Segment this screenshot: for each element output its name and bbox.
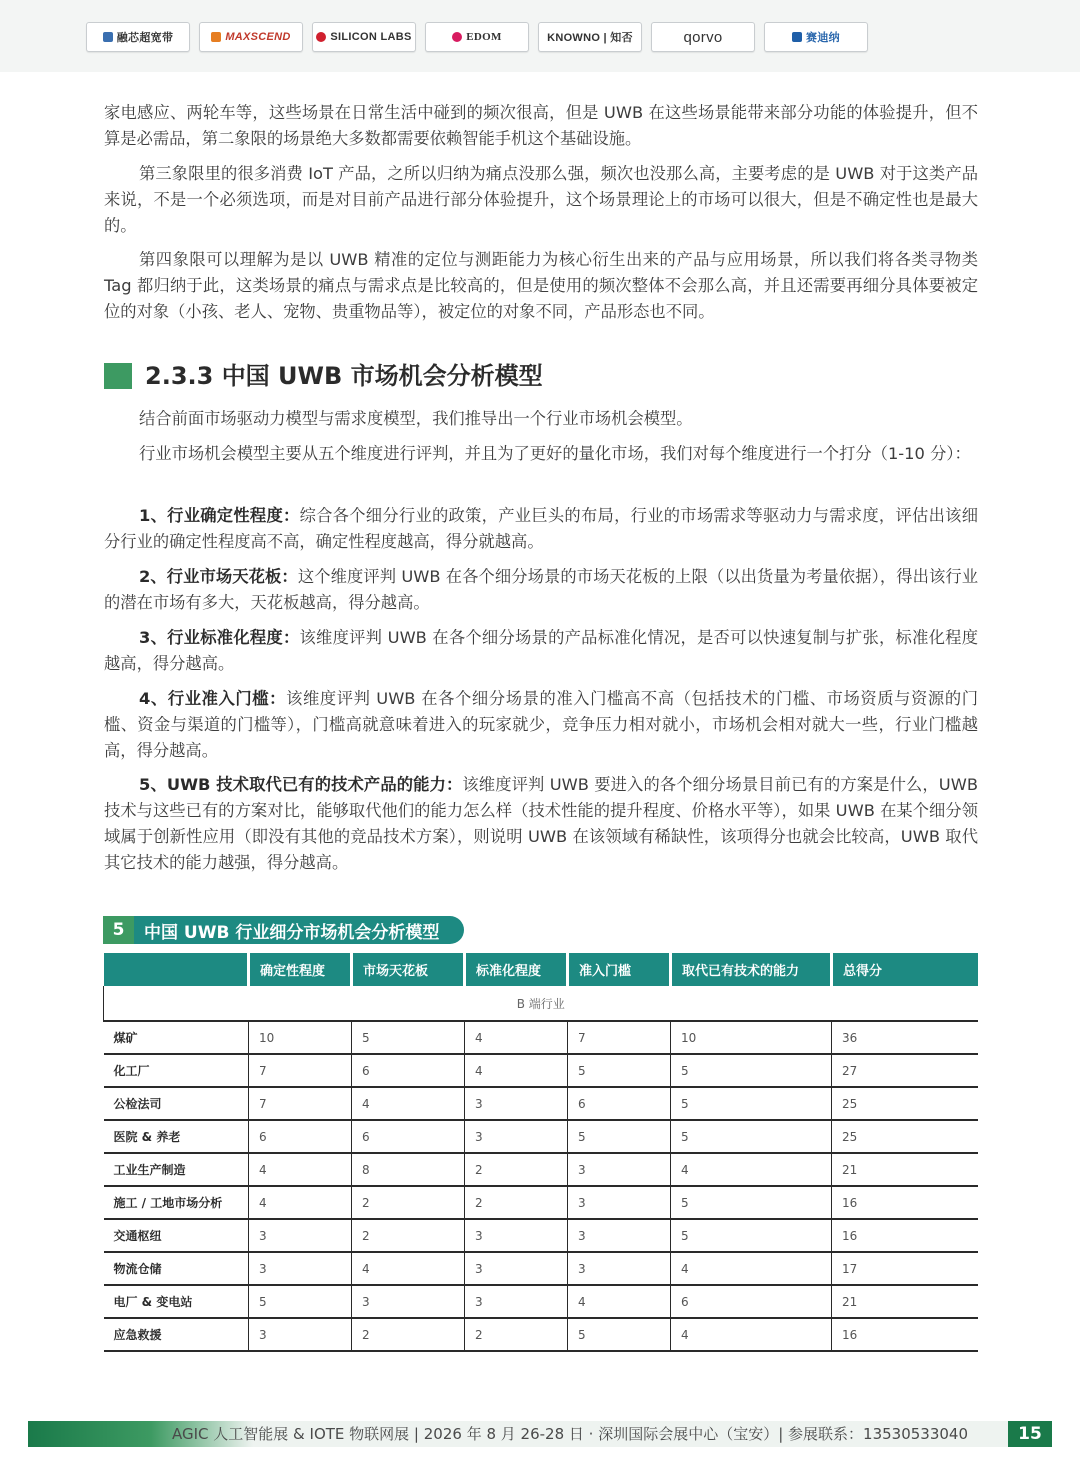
paragraph: 家电感应、两轮车等，这些场景在日常生活中碰到的频次很高，但是 UWB 在这些场景能带来部分功能的体验提升，但不算是必需品，第二象限的场景绝大多数都需要依赖智能手机这个基础设施。 xyxy=(104,103,978,148)
section-marker xyxy=(104,363,132,389)
dimension-label: 5、UWB 技术取代已有的技术产品的能力： xyxy=(139,775,463,794)
logo-mark-icon xyxy=(211,32,221,42)
sponsor-logo: SILICON LABS xyxy=(312,22,416,52)
dimension-label: 4、行业准入门槛： xyxy=(139,689,287,708)
dimension-label: 2、行业市场天花板： xyxy=(139,567,298,586)
table-row: 工业生产制造 4 8 2 3 4 21 xyxy=(104,1153,978,1186)
table-row: 交通枢纽 3 2 3 3 5 16 xyxy=(104,1219,978,1252)
table-header-row xyxy=(104,953,978,986)
dimension-paragraph: 5、UWB 技术取代已有的技术产品的能力：该维度评判 UWB 要进入的各个细分场景目前已有的方案是什么，UWB 技术与这些已有的方案对比，能够取代他们的能力怎么样（技术性能的提升程度、价格水平等），如果 UWB 在某个细分领域属于创新性应用（即没有其他的竞品技术方案），则说明 UWB 在该领域有稀缺性，该项得分也就会比较高，UWB 取代其它技术的能力越强，得分越高。 xyxy=(104,775,978,872)
dimension-paragraph: 2、行业市场天花板：这个维度评判 UWB 在各个细分场景的市场天花板的上限（以出货量为考量依据），得出该行业的潜在市场有多大，天花板越高，得分越高。 xyxy=(104,567,978,612)
logo-mark-icon xyxy=(316,32,326,42)
logo-mark-icon xyxy=(792,32,802,42)
table-row: 电厂 & 变电站 5 3 3 4 6 21 xyxy=(104,1285,978,1318)
opportunity-table xyxy=(103,953,978,1352)
sponsor-logo: KNOWNO | 知否 xyxy=(538,22,642,52)
paragraph: 第三象限里的很多消费 IoT 产品，之所以归纳为痛点没那么强，频次也没那么高，主要考虑的是 UWB 对于这类产品来说，不是一个必须选项，而是对目前产品进行部分体验提升，这个场景理论上的市场可以很大，但是不确定性也是最大的。 xyxy=(104,164,978,235)
column-header xyxy=(104,953,249,986)
table-row: 施工 / 工地市场分析 4 2 2 3 5 16 xyxy=(104,1186,978,1219)
dimension-paragraph: 3、行业标准化程度：该维度评判 UWB 在各个细分场景的产品标准化情况，是否可以快速复制与扩张，标准化程度越高，得分越高。 xyxy=(104,628,978,673)
sponsor-logo-bar xyxy=(0,0,1080,72)
table-group-row xyxy=(104,986,978,1021)
table-number-badge: 5 xyxy=(103,916,134,944)
dimension-paragraph: 1、行业确定性程度：综合各个细分行业的政策，产业巨头的布局，行业的市场需求等驱动力与需求度，评估出该细分行业的确定性程度高不高，确定性程度越高，得分就越高。 xyxy=(104,506,978,551)
logo-mark-icon xyxy=(452,32,462,42)
sponsor-logo: 赛迪纳 xyxy=(764,22,868,52)
group-label: B 端行业 xyxy=(104,986,978,1021)
column-header: 准入门槛 xyxy=(568,953,671,986)
table-row: 应急救援 3 2 2 5 4 16 xyxy=(104,1318,978,1351)
dimension-label: 3、行业标准化程度： xyxy=(139,628,300,647)
table-row: 医院 & 养老 6 6 3 5 5 25 xyxy=(104,1120,978,1153)
column-header: 市场天花板 xyxy=(352,953,465,986)
paragraph: 第四象限可以理解为是以 UWB 精准的定位与测距能力为核心衍生出来的产品与应用场景，所以我们将各类寻物类 Tag 都归纳于此，这类场景的痛点与需求点是比较高的，但是使用的频次整体不会那么高，并且还需要再细分具体要被定位的对象（小孩、老人、宠物、贵重物品等），被定位的对象不同，产品形态也不同。 xyxy=(104,250,978,321)
sponsor-logo: 融芯超宽带 xyxy=(86,22,190,52)
sponsor-logo: MAXSCEND xyxy=(199,22,303,52)
page-number: 15 xyxy=(1008,1421,1052,1447)
dimension-paragraph: 4、行业准入门槛：该维度评判 UWB 在各个细分场景的准入门槛高不高（包括技术的门槛、市场资质与资源的门槛、资金与渠道的门槛等），门槛高就意味着进入的玩家就少，竞争压力相对就小，市场机会相对就大一些，行业门槛越高，得分越高。 xyxy=(104,689,978,760)
sponsor-logo: EDOM xyxy=(425,22,529,52)
table-row: 煤矿 10 5 4 7 10 36 xyxy=(104,1021,978,1054)
sponsor-logo: qorvo xyxy=(651,22,755,52)
column-header: 确定性程度 xyxy=(249,953,352,986)
column-header: 取代已有技术的能力 xyxy=(671,953,832,986)
column-header: 标准化程度 xyxy=(465,953,568,986)
paragraph: 结合前面市场驱动力模型与需求度模型，我们推导出一个行业市场机会模型。 xyxy=(139,409,693,428)
paragraph: 行业市场机会模型主要从五个维度进行评判，并且为了更好的量化市场，我们对每个维度进行一个打分（1-10 分）： xyxy=(139,444,971,463)
logo-mark-icon xyxy=(103,32,113,42)
table-row: 公检法司 7 4 3 6 5 25 xyxy=(104,1087,978,1120)
section-title: 2.3.3 中国 UWB 市场机会分析模型 xyxy=(145,362,543,390)
column-header: 总得分 xyxy=(832,953,978,986)
table-title: 中国 UWB 行业细分市场机会分析模型 xyxy=(134,916,464,944)
footer-text: AGIC 人工智能展 & IOTE 物联网展 | 2026 年 8 月 26-28 日 · 深圳国际会展中心（宝安）| 参展联系：13530533040 xyxy=(172,1425,968,1443)
table-row: 化工厂 7 6 4 5 5 27 xyxy=(104,1054,978,1087)
table-row: 物流仓储 3 4 3 3 4 17 xyxy=(104,1252,978,1285)
dimension-label: 1、行业确定性程度： xyxy=(139,506,300,525)
